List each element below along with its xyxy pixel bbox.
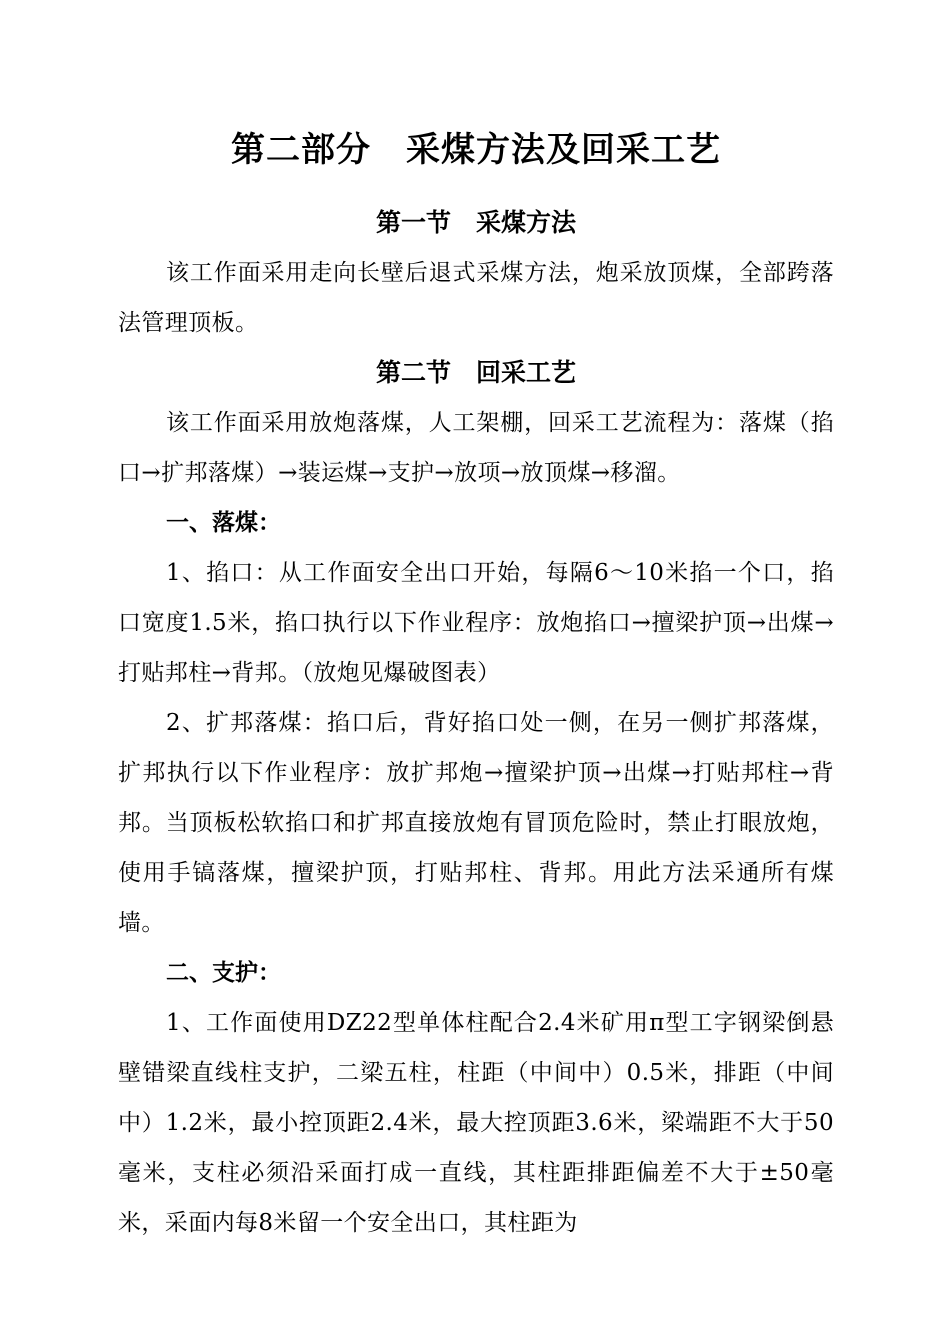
document-body <box>118 122 834 1248</box>
paragraph-support-details: 1、工作面使用DZ22型单体柱配合2.4米矿用π型工字钢梁倒悬壁错梁直线柱支护，二梁五柱，柱距（中间中）0.5米，排距（中间中）1.2米，最小控顶距2.4米，最大控顶距3.6米，梁端距不大于50毫米，支柱必须沿采面打成一直线，其柱距排距偏差不大于±50毫米，采面内每8米留一个安全出口，其柱距为 <box>118 1010 834 1236</box>
subsection-heading-support: 二、支护： <box>166 960 281 986</box>
paragraph-notching: 1、掐口：从工作面安全出口开始，每隔6～10米掐一个口，掐口宽度1.5米，掐口执行以下作业程序：放炮掐口→擅梁护顶→出煤→打贴邦柱→背邦。（放炮见爆破图表） <box>118 560 834 686</box>
paragraph-extraction-process: 该工作面采用放炮落煤，人工架棚，回采工艺流程为：落煤（掐口→扩邦落煤）→装运煤→支护→放项→放顶煤→移溜。 <box>118 410 834 486</box>
paragraph-mining-method: 该工作面采用走向长壁后退式采煤方法，炮采放顶煤，全部跨落法管理顶板。 <box>118 260 834 336</box>
document-title: 第二部分 采煤方法及回采工艺 <box>231 130 721 170</box>
section-heading-mining-method: 第一节 采煤方法 <box>375 208 576 237</box>
subsection-heading-coal-breaking: 一、落煤： <box>166 510 281 536</box>
paragraph-side-expansion: 2、扩邦落煤：掐口后，背好掐口处一侧，在另一侧扩邦落煤，扩邦执行以下作业程序：放扩邦炮→擅梁护顶→出煤→打贴邦柱→背邦。当顶板松软掐口和扩邦直接放炮有冒顶危险时，禁止打眼放炮，使用手镐落煤，擅梁护顶，打贴邦柱、背邦。用此方法采通所有煤墙。 <box>118 710 834 936</box>
section-heading-extraction-process: 第二节 回采工艺 <box>375 358 576 387</box>
